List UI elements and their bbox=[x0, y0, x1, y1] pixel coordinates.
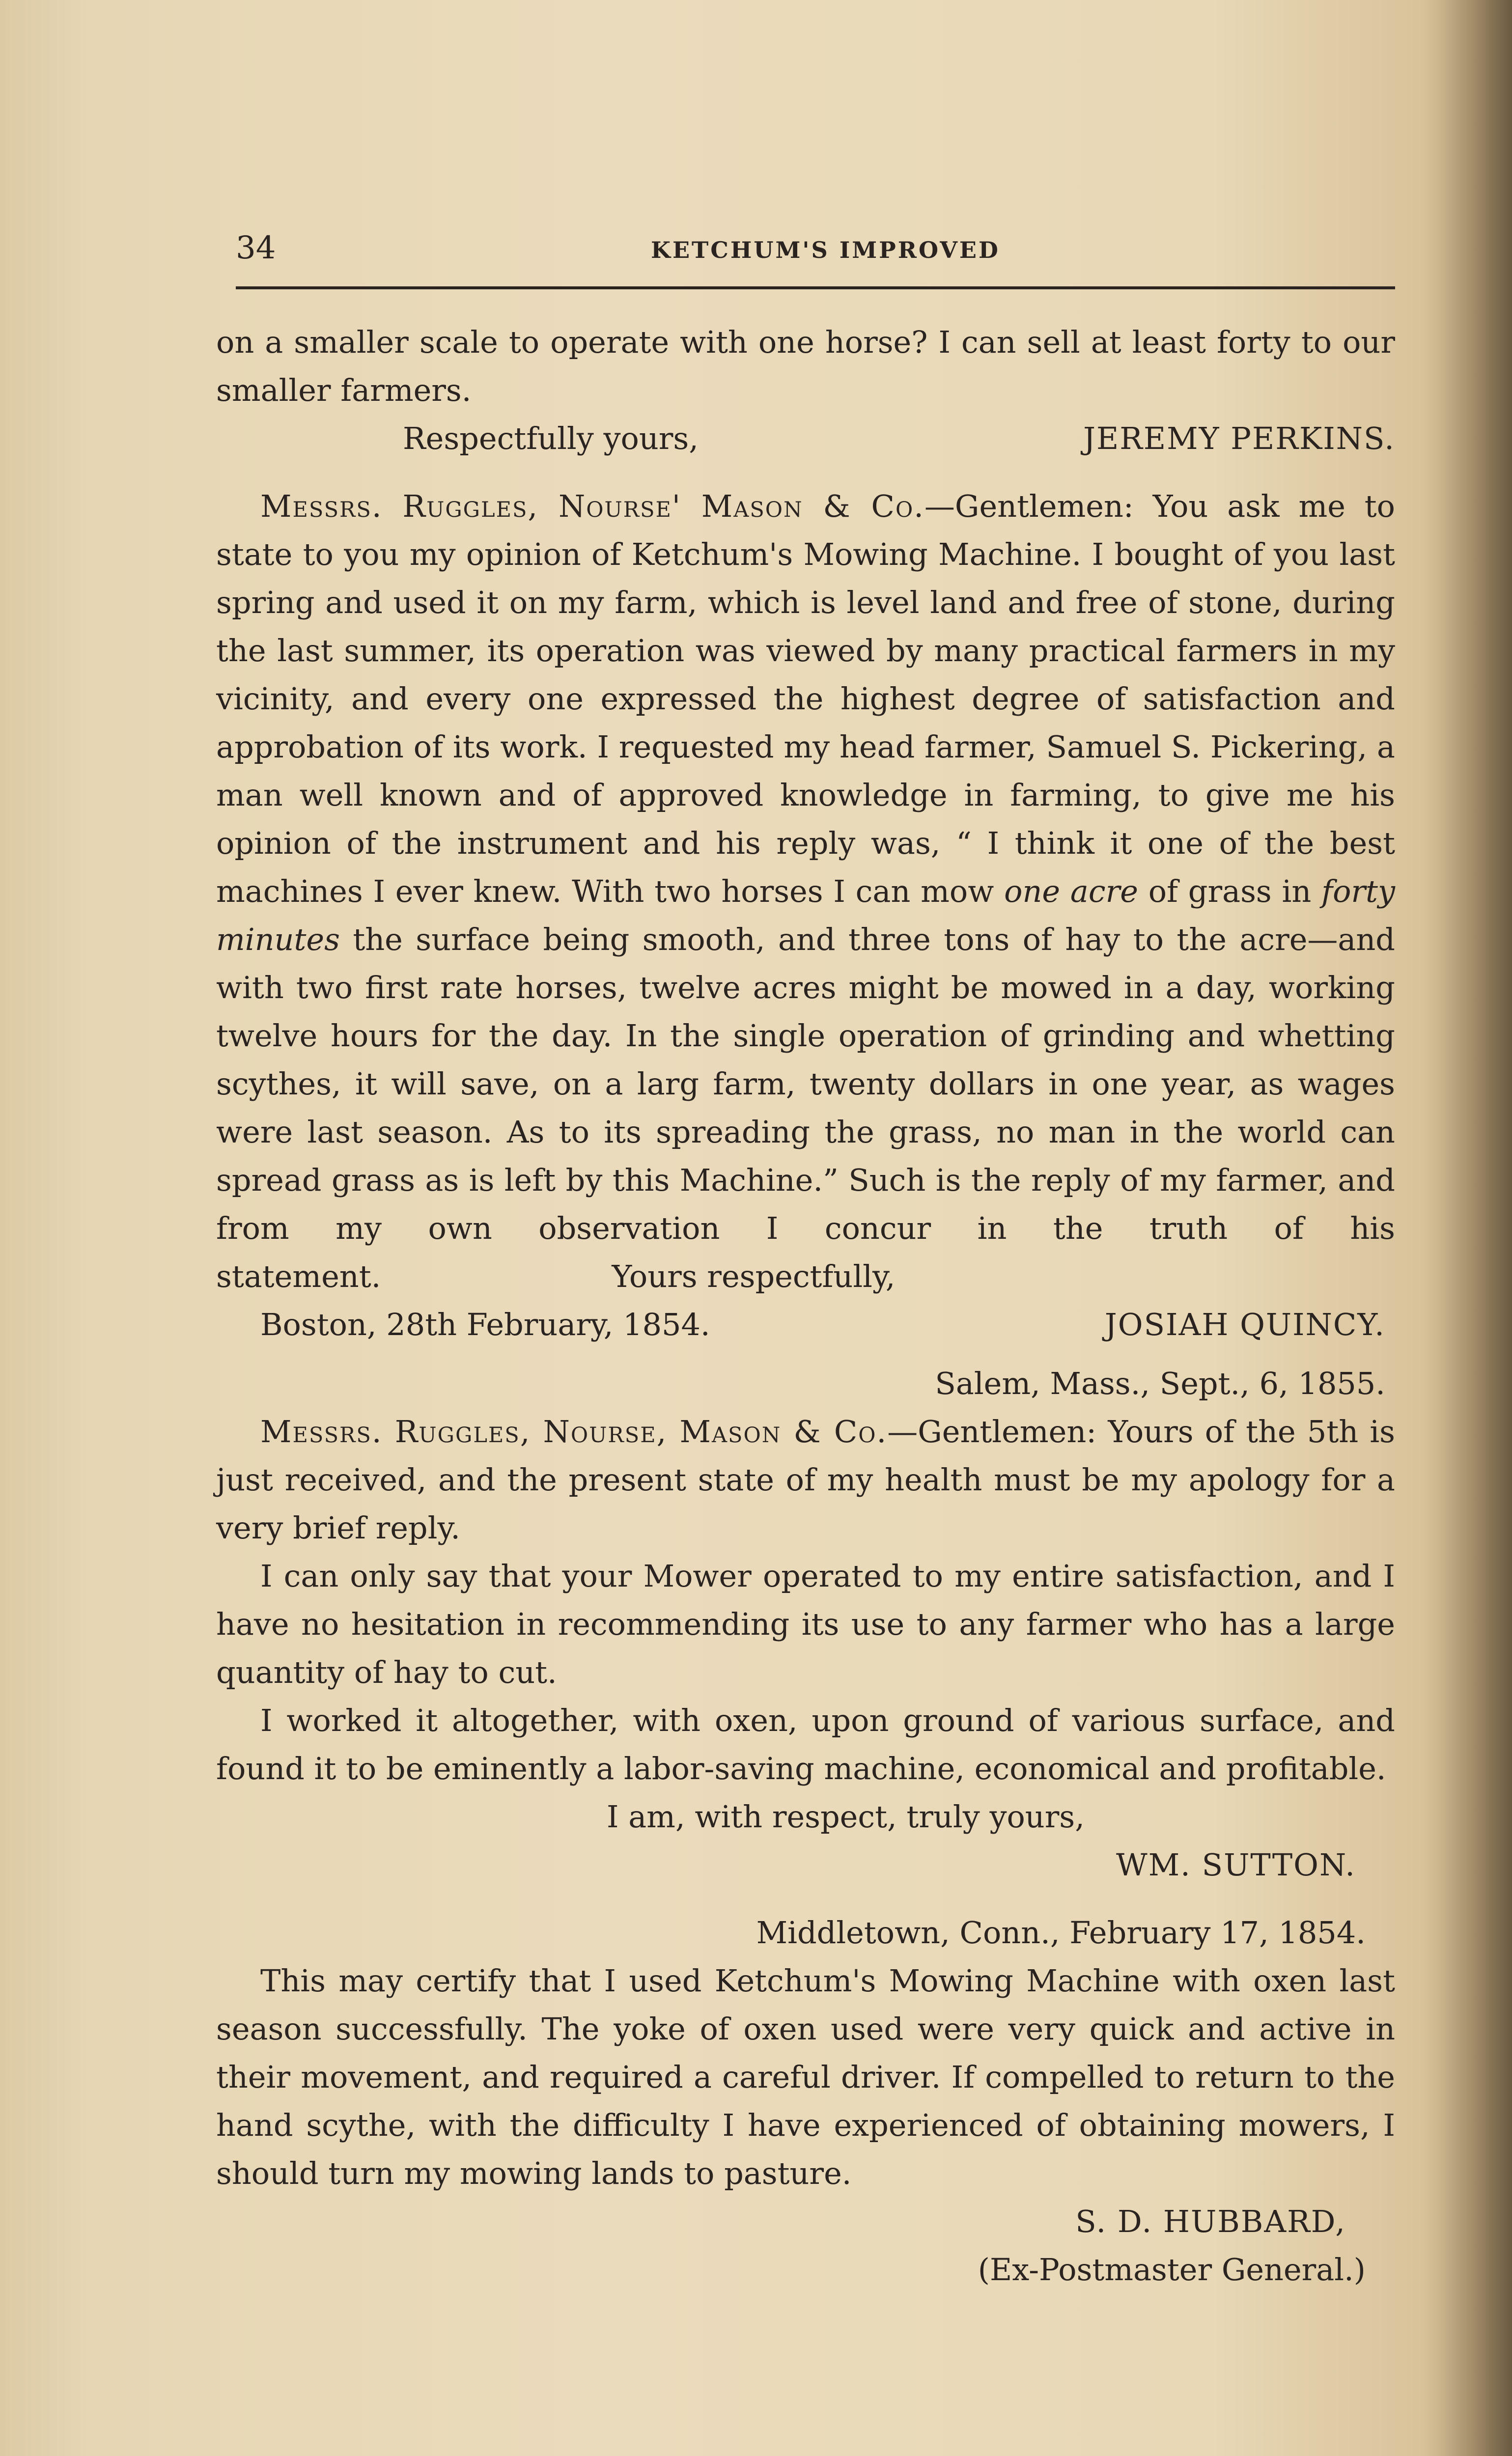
page-header bbox=[236, 230, 1395, 269]
page-gutter-shadow bbox=[1438, 0, 1512, 2456]
letter-sutton-para-3: I worked it altogether, with oxen, upon ground of various surface, and found it to be eminently a labor-saving machine, economical and profitable. bbox=[216, 1702, 1395, 1786]
signature: JEREMY PERKINS. bbox=[1083, 420, 1395, 456]
closing: Respectfully yours, bbox=[403, 420, 699, 456]
letter-sutton bbox=[216, 1360, 1395, 1889]
signature: S. D. HUBBARD, bbox=[1075, 2204, 1346, 2239]
letter-quincy bbox=[216, 482, 1395, 1349]
dateline: Middletown, Conn., February 17, 1854. bbox=[756, 1915, 1366, 1951]
salutation: Messrs. Ruggles, Nourse, Mason & Co. bbox=[260, 1414, 888, 1450]
letter-hubbard-body: This may certify that I used Ketchum's Mowing Machine with oxen last season successfully. The yoke of oxen used were very quick and active in their movement, and required a careful driver. If compelled to return to the hand scythe, with the difficulty I have experienced of obtaining mowers, I should turn my mowing lands to pasture. bbox=[216, 1963, 1395, 2191]
letter-hubbard bbox=[216, 1909, 1395, 2294]
letter-perkins bbox=[216, 318, 1395, 463]
salutation: Messrs. Ruggles, Nourse' Mason & Co. bbox=[260, 488, 924, 524]
signature: JOSIAH QUINCY. bbox=[1104, 1307, 1385, 1342]
letter-sutton-para-1: Messrs. Ruggles, Nourse, Mason & Co.—Gentlemen: Yours of the 5th is just received, and the present state of my health must be my apology for a very brief reply. bbox=[216, 1414, 1395, 1546]
closing: Yours respectfully, bbox=[612, 1258, 896, 1294]
letter-perkins-signoff bbox=[216, 415, 1395, 463]
running-title: KETCHUM'S IMPROVED bbox=[651, 237, 1000, 263]
page-body bbox=[216, 318, 1395, 2294]
dateline: Salem, Mass., Sept., 6, 1855. bbox=[935, 1366, 1385, 1401]
page-number: 34 bbox=[236, 230, 276, 266]
header-rule bbox=[236, 286, 1395, 289]
signature: WM. SUTTON. bbox=[1116, 1847, 1356, 1883]
letter-quincy-signoff bbox=[216, 1301, 1395, 1349]
place-date: Boston, 28th February, 1854. bbox=[260, 1307, 710, 1342]
signature-title: (Ex-Postmaster General.) bbox=[978, 2252, 1366, 2288]
letter-perkins-text: on a smaller scale to operate with one horse? I can sell at least forty to our smaller farmers. bbox=[216, 324, 1395, 408]
letter-sutton-para-2: I can only say that your Mower operated to my entire satisfaction, and I have no hesitation in recommending its use to any farmer who has a large quantity of hay to cut. bbox=[216, 1558, 1395, 1690]
letter-quincy-body: Messrs. Ruggles, Nourse' Mason & Co.—Gentlemen: You ask me to state to you my opinion of Ketchum's Mowing Machine. I bought of you last spring and used it on my farm, which is level land and free of stone, during the last summer, its operation was viewed by many practical farmers in my vicinity, and every one expressed the highest degree of satisfaction and approbation of its work. I requested my head farmer, Samuel S. Pickering, a man well known and of approved knowledge in farming, to give me his opinion of the instrument and his reply was, “ I think it one of the best machines I ever knew. With two horses I can mow one acre of grass in forty minutes the surface being smooth, and three tons of hay to the acre—and with two first rate horses, twelve acres might be mowed in a day, working twelve hours for the day. In the single operation of grinding and whetting scythes, it will save, on a larg farm, twenty dollars in one year, as wages were last season. As to its spreading the grass, no man in the world can spread grass as is left by this Machine.” Such is the reply of my farmer, and from my own observation I concur in the truth of his statement. Yours respectfully, bbox=[216, 488, 1396, 1294]
closing: I am, with respect, truly yours, bbox=[607, 1799, 1085, 1835]
